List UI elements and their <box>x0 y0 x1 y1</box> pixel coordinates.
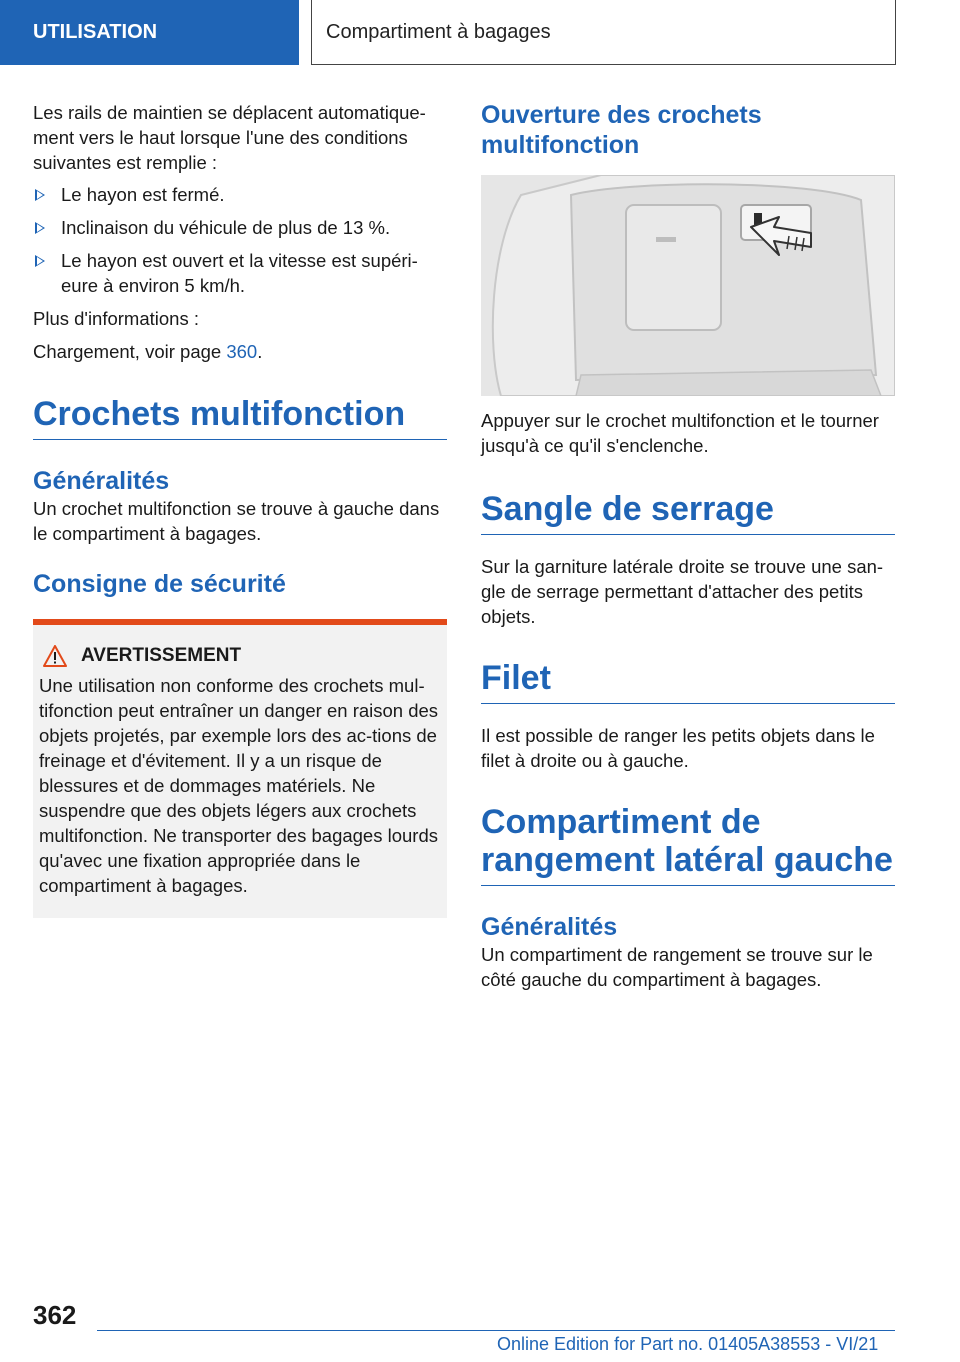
section-tab <box>0 0 299 65</box>
sangle-paragraph: Sur la garniture latérale droite se trouve une san-gle de serrage permettant d'attacher des petits objets. <box>481 556 884 627</box>
intro-paragraph: Les rails de maintien se déplacent automatique-ment vers le haut lorsque l'une des conditions suivantes est remplie : <box>33 102 426 173</box>
generalites-paragraph: Un crochet multifonction se trouve à gauche dans le compartiment à bagages. <box>33 498 440 544</box>
warning-title: AVERTISSEMENT <box>81 645 242 666</box>
triangle-bullet-icon <box>35 255 45 267</box>
heading-sangle: Sangle de serrage <box>481 490 895 535</box>
chapter-title: Compartiment à bagages <box>326 20 551 43</box>
warning-triangle-icon <box>43 645 67 667</box>
heading-filet: Filet <box>481 659 895 704</box>
heading-crochets: Crochets multifonction <box>33 395 447 440</box>
heading-consigne: Consigne de sécurité <box>33 570 286 598</box>
page-link[interactable]: 360 <box>226 341 258 362</box>
edition-note: Online Edition for Part no. 01405A38553 - VI/21 <box>497 1334 879 1354</box>
triangle-bullet-icon <box>35 222 45 234</box>
heading-compartiment: Compartiment de rangement latéral gauche <box>481 803 895 886</box>
list-item: Le hayon est fermé. <box>33 182 447 207</box>
left-column <box>33 100 447 918</box>
trunk-hook-image <box>481 175 895 396</box>
more-info-label: Plus d'informations : <box>33 308 199 329</box>
hook-caption: Appuyer sur le crochet multifonction et le tourner jusqu'à ce qu'il s'enclenche. <box>481 410 879 456</box>
footer-divider <box>97 1330 895 1331</box>
heading-ouverture: Ouverture des crochets multifonction <box>481 101 762 159</box>
warning-header <box>39 645 441 667</box>
compartiment-paragraph: Un compartiment de rangement se trouve sur le côté gauche du compartiment à bagages. <box>481 944 873 990</box>
warning-box <box>33 619 447 918</box>
warning-text: Une utilisation non conforme des crochets mul-tifonction peut entraîner un danger en raison des objets projetés, par exemple lors des ac-tions de freinage et d'évitement. Il y a un risque de blessures et de dommages matériels. Ne suspendre que des objets légers aux crochets multifonction. Ne transporter des bagages lourds qu'avec une fixation appropriée dans le compartiment à bagages. <box>39 675 439 896</box>
trunk-illustration <box>481 175 895 396</box>
heading-generalites-2: Généralités <box>481 913 618 941</box>
right-column <box>481 100 895 992</box>
filet-paragraph: Il est possible de ranger les petits objets dans le filet à droite ou à gauche. <box>481 725 875 771</box>
chapter-tab <box>311 0 896 65</box>
section-title: UTILISATION <box>33 21 158 43</box>
triangle-bullet-icon <box>35 189 45 201</box>
condition-list <box>33 182 447 298</box>
list-item: Inclinaison du véhicule de plus de 13 %. <box>33 215 447 240</box>
heading-generalites: Généralités <box>33 467 170 495</box>
page-number: 362 <box>33 1300 77 1330</box>
cross-reference: Chargement, voir page 360. <box>33 341 263 362</box>
list-item: Le hayon est ouvert et la vitesse est supéri-eure à environ 5 km/h. <box>33 248 447 298</box>
